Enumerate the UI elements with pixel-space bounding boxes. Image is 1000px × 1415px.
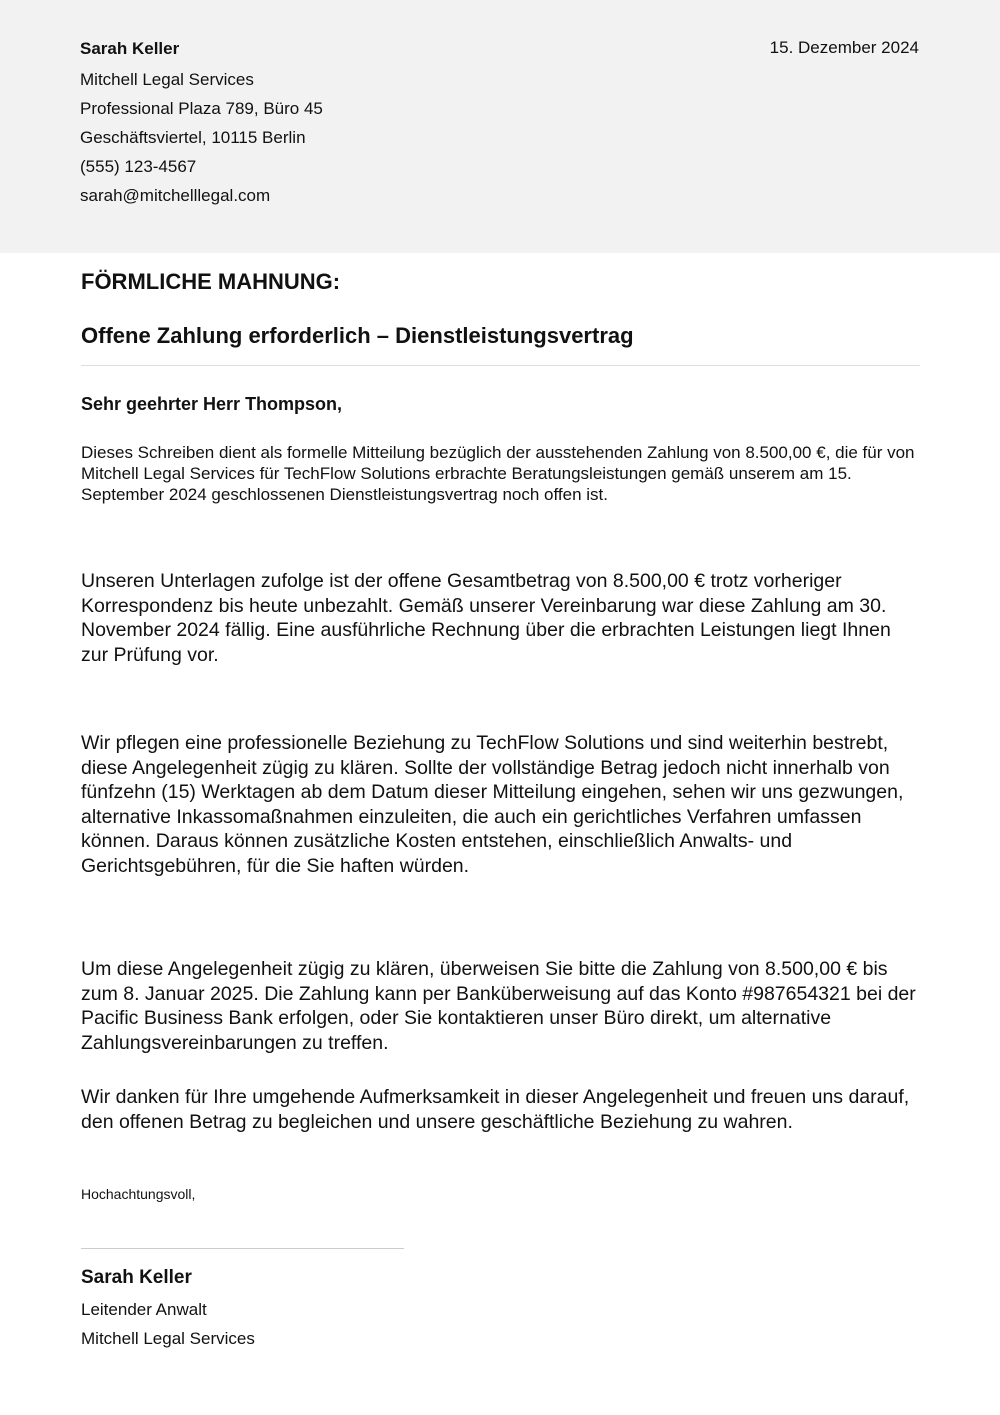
sender-firm: Mitchell Legal Services xyxy=(80,70,254,89)
body-paragraph-1: Dieses Schreiben dient als formelle Mitteilung bezüglich der ausstehenden Zahlung von 8.500,00 €, die für von Mitchell Legal Services für TechFlow Solutions erbrachte Beratungsleistungen gemäß unserem am 15. September 2024 geschlossenen Dienstleistungsvertrag noch offen ist. xyxy=(81,443,915,504)
subject-subheading: Offene Zahlung erforderlich – Dienstleistungsvertrag xyxy=(81,323,634,348)
sender-address-line-2: Geschäftsviertel, 10115 Berlin xyxy=(80,128,306,147)
closing-phrase: Hochachtungsvoll, xyxy=(81,1186,196,1202)
sender-phone: (555) 123-4567 xyxy=(80,157,197,176)
signature-name: Sarah Keller xyxy=(81,1267,192,1288)
salutation: Sehr geehrter Herr Thompson, xyxy=(81,394,343,414)
sender-block xyxy=(80,34,323,210)
body-paragraph-2: Unseren Unterlagen zufolge ist der offene Gesamtbetrag von 8.500,00 € trotz vorheriger Korrespondenz bis heute unbezahlt. Gemäß unserer Vereinbarung war diese Zahlung am 30. November 2024 fällig. Eine ausführliche Rechnung über die erbrachten Leistungen liegt Ihnen zur Prüfung vor. xyxy=(81,570,891,666)
signature-title: Leitender Anwalt xyxy=(81,1300,207,1319)
sender-email: sarah@mitchelllegal.com xyxy=(80,186,271,205)
body-paragraph-3: Wir pflegen eine professionelle Beziehung zu TechFlow Solutions und sind weiterhin bestrebt, diese Angelegenheit zügig zu klären. Sollte der vollständige Betrag jedoch nicht innerhalb von fünfzehn (15) Werktagen ab dem Datum dieser Mitteilung eingehen, sehen wir uns gezwungen, alternative Inkassomaßnahmen einzuleiten, die auch ein gerichtliches Verfahren umfassen können. Daraus können zusätzliche Kosten entstehen, einschließlich Anwalts- und Gerichtsgebühren, für die Sie haften würden. xyxy=(81,732,904,877)
signature-line xyxy=(81,1248,404,1249)
subject-divider xyxy=(81,365,920,366)
subject-heading: FÖRMLICHE MAHNUNG: xyxy=(81,269,341,294)
letter-date: 15. Dezember 2024 xyxy=(769,38,919,57)
signature-firm: Mitchell Legal Services xyxy=(81,1329,255,1348)
sender-name: Sarah Keller xyxy=(80,39,180,58)
sender-address-line-1: Professional Plaza 789, Büro 45 xyxy=(80,99,323,118)
body-paragraph-5: Wir danken für Ihre umgehende Aufmerksamkeit in dieser Angelegenheit und freuen uns darauf, den offenen Betrag zu begleichen und unsere geschäftliche Beziehung zu wahren. xyxy=(81,1086,910,1133)
body-paragraph-4: Um diese Angelegenheit zügig zu klären, überweisen Sie bitte die Zahlung von 8.500,00 € bis zum 8. Januar 2025. Die Zahlung kann per Banküberweisung auf das Konto #987654321 bei der Pacific Business Bank erfolgen, oder Sie kontaktieren unser Büro direkt, um alternative Zahlungsvereinbarungen zu treffen. xyxy=(81,958,916,1054)
